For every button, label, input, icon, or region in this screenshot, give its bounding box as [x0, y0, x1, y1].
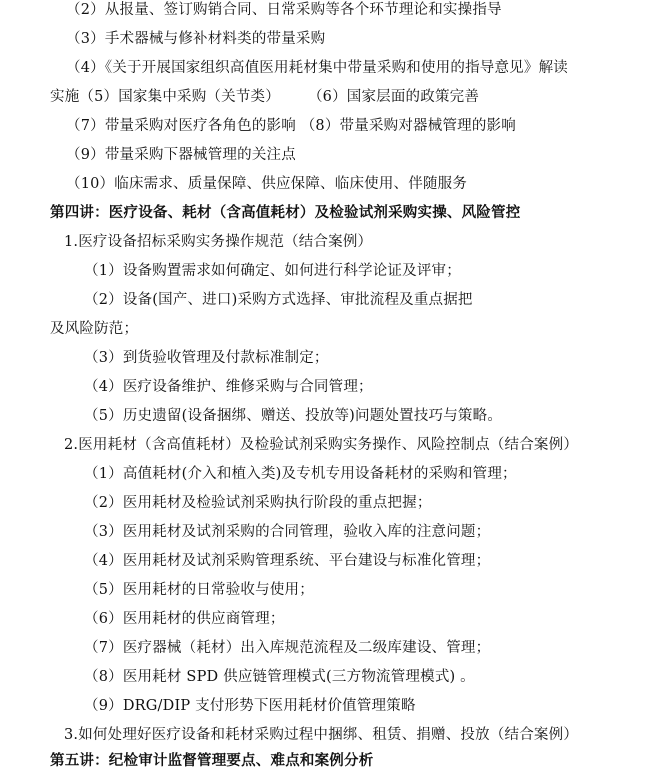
- text-line: （5）医用耗材的日常验收与使用；: [84, 582, 314, 598]
- text-line: （2）医用耗材及检验试剂采购执行阶段的重点把握；: [84, 495, 432, 511]
- text-line: （7）医疗器械（耗材）出入库规范流程及二级库建设、管理；: [84, 640, 491, 656]
- text-line: （1）高值耗材(介入和植入类)及专机专用设备耗材的采购和管理；: [84, 466, 517, 482]
- subsection-heading: 3.如何处理好医疗设备和耗材采购过程中捆绑、租赁、捐赠、投放（结合案例）: [64, 727, 579, 743]
- text-line: （7）带量采购对医疗各角色的影响 （8）带量采购对器械管理的影响: [66, 118, 516, 134]
- text-segment: 实施（5）国家集中采购（关节类）: [50, 89, 280, 105]
- subsection-heading: 1.医疗设备招标采购实务操作规范（结合案例）: [64, 234, 373, 250]
- text-line: （2）设备(国产、进口)采购方式选择、审批流程及重点据把: [84, 292, 473, 308]
- text-line: （2）从报量、签订购销合同、日常采购等各个环节理论和实操指导: [66, 2, 502, 18]
- section-heading: 第五讲：纪检审计监督管理要点、难点和案例分析: [50, 752, 374, 769]
- text-line: [50, 88, 479, 106]
- text-line: （4）《关于开展国家组织高值医用耗材集中带量采购和使用的指导意见》解读: [66, 60, 568, 76]
- text-line: （3）到货验收管理及付款标准制定；: [84, 350, 329, 366]
- text-line: （10）临床需求、质量保障、供应保障、临床使用、伴随服务: [66, 176, 468, 192]
- section-heading: 第四讲：医疗设备、耗材（含高值耗材）及检验试剂采购实操、风险管控: [50, 204, 521, 221]
- text-line: （4）医用耗材及试剂采购管理系统、平台建设与标准化管理；: [84, 553, 491, 569]
- text-line: （9）带量采购下器械管理的关注点: [66, 147, 296, 163]
- text-segment: （6）国家层面的政策完善: [307, 89, 480, 105]
- text-line: 及风险防范；: [50, 321, 139, 337]
- text-line: （6）医用耗材的供应商管理；: [84, 611, 285, 627]
- text-line: （1）设备购置需求如何确定、如何进行科学论证及评审；: [84, 263, 461, 279]
- subsection-heading: 2.医用耗材（含高值耗材）及检验试剂采购实务操作、风险控制点（结合案例）: [64, 437, 579, 453]
- text-line: （3）手术器械与修补材料类的带量采购: [66, 31, 326, 47]
- text-line: （9）DRG/DIP 支付形势下医用耗材价值管理策略: [84, 698, 416, 714]
- text-line: （5）历史遗留(设备捆绑、赠送、投放等)问题处置技巧与策略。: [84, 408, 503, 424]
- text-line: （3）医用耗材及试剂采购的合同管理，验收入库的注意问题；: [84, 524, 491, 540]
- text-line: （4）医疗设备维护、维修采购与合同管理；: [84, 379, 373, 395]
- text-line: （8）医用耗材 SPD 供应链管理模式(三方物流管理模式) 。: [84, 669, 475, 685]
